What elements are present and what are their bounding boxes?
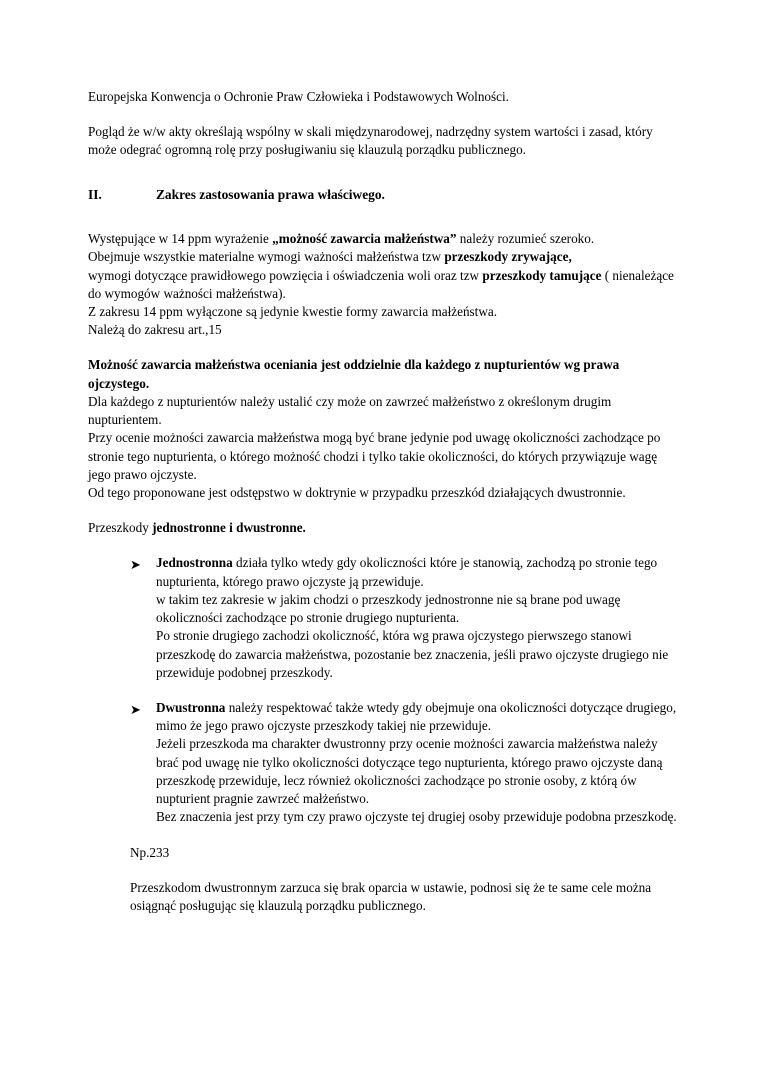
paragraph-naleza: Należą do zakresu art.,15 — [88, 322, 222, 338]
section-title: Zakres zastosowania prawa właściwego. — [156, 186, 385, 202]
text-run: ( nienależące do wymogów ważności małżeństwa). — [88, 267, 674, 301]
text-run: Obejmuje wszystkie materialne wymogi ważności małżeństwa tzw — [88, 249, 445, 265]
bullet-extra-line: Jeżeli przeszkoda ma charakter dwustronny przy ocenie możności zawarcia małżeństwa należy brać pod uwagę nie tylko okoliczności dotyczące tego nupturienta, którego prawo ojczyste daną przeszkodę przewiduje, lecz również okoliczności zachodzące po stronie osoby, z którą ów nupturient pragnie zawrzeć małżeństwo. — [156, 736, 663, 807]
paragraph-zakres: Z zakresu 14 ppm wyłączone są jedynie kwestie formy zawarcia małżeństwa. — [88, 304, 498, 320]
text-run: Przeszkody — [88, 520, 153, 536]
emphasis-moznosc: „możność zawarcia małżeństwa” — [272, 231, 457, 247]
bullet-text — [156, 554, 682, 682]
section-number: II. — [88, 186, 102, 202]
text-run: należy rozumieć szeroko. — [456, 231, 595, 247]
paragraph-przy-ocenie: Przy ocenie możności zawarcia małżeństwa mogą być brane jedynie pod uwagę okoliczności zachodzące po stronie tego nupturienta, o którego możność chodzi i tylko takie okoliczności, do których przywiązuje wagę jego prawo ojczyste. — [88, 430, 661, 482]
spacer — [88, 339, 682, 356]
spacer — [88, 682, 682, 699]
paragraph-dla-kazdego: Dla każdego z nupturientów należy ustalić czy może on zawrzeć małżeństwo z określonym drugim nupturientem. — [88, 393, 612, 428]
bullet-extra-line: w takim tez zakresie w jakim chodzi o przeszkody jednostronne nie są brane pod uwagę okoliczności zachodzące po stronie drugiego nupturienta. — [156, 591, 621, 626]
document-body — [88, 88, 682, 915]
paragraph-convention: Europejska Konwencja o Ochronie Praw Człowieka i Podstawowych Wolności. — [88, 89, 509, 104]
bullet-extra-line: Po stronie drugiego zachodzi okoliczność, która wg prawa ojczystego pierwszego stanowi przeszkodę do zawarcia małżeństwa, pozostanie bez znaczenia, jeśli prawo ojczyste drugiego nie przewiduje podobnej przeszkody. — [156, 628, 669, 680]
paragraph-od-tego: Od tego proponowane jest odstępstwo w doktrynie w przypadku przeszkód działających dwustronnie. — [88, 485, 626, 500]
paragraph-wymogi — [88, 267, 682, 303]
spacer — [88, 160, 682, 186]
arrow-right-icon: ➤ — [130, 701, 141, 717]
bullet-extra-line: Bez znaczenia jest przy tym czy prawo ojczyste tej drugiej osoby przewiduje podobna przeszkodę. — [156, 809, 677, 825]
text-run: działa tylko wtedy gdy okoliczności które je stanowią, zachodzą po stronie tego nupturienta, którego prawo ojczyste ją przewiduje. — [156, 555, 658, 589]
text-run: należy respektować także wtedy gdy obejmuje ona okoliczności dotyczące drugiego, mimo że jego prawo ojczyste przeszkody takiej nie przewiduje. — [156, 699, 677, 734]
emphasis-jednostronne-dwustronne: jednostronne i dwustronne. — [152, 520, 306, 536]
paragraph-przeszkody-typy — [88, 519, 682, 537]
bullet-dwustronna — [130, 699, 682, 827]
spacer — [88, 537, 682, 554]
paragraph-bold-block: Możność zawarcia małżeństwa oceniania jest oddzielnie dla każdego z nupturientów wg prawa ojczystego. — [88, 357, 620, 391]
bullet-list — [88, 554, 682, 826]
bullet-jednostronna — [130, 554, 682, 682]
spacer — [88, 827, 682, 844]
bullet-text — [156, 699, 682, 827]
bullet-lead-jednostronna: Jednostronna — [156, 555, 233, 571]
bullet-lead-dwustronna: Dwustronna — [156, 699, 226, 715]
spacer — [88, 204, 682, 230]
spacer — [88, 862, 682, 879]
emphasis-zrywajace: przeszkody zrywające, — [444, 249, 572, 265]
paragraph-poglad: Pogląd że w/w akty określają wspólny w skali międzynarodowej, nadrzędny system wartości i zasad, który może odegrać ogromną rolę przy posługiwaniu się klauzulą porządku publicznego. — [88, 124, 653, 158]
text-run: wymogi dotyczące prawidłowego powzięcia i oświadczenia woli oraz tzw — [88, 267, 483, 283]
text-run: Występujące w 14 ppm wyrażenie — [88, 231, 273, 247]
spacer — [88, 106, 682, 123]
example-label: Np.233 — [130, 844, 170, 860]
section-heading — [88, 186, 682, 205]
paragraph-wystepujace — [88, 230, 682, 248]
paragraph-obejmuje — [88, 248, 682, 266]
spacer — [88, 502, 682, 519]
paragraph-closing: Przeszkodom dwustronnym zarzuca się brak oparcia w ustawie, podnosi się że te same cele można osiągnąć posługując się klauzulą porządku publicznego. — [130, 879, 652, 913]
emphasis-tamujace: przeszkody tamujące — [482, 267, 602, 283]
arrow-right-icon: ➤ — [130, 557, 141, 573]
